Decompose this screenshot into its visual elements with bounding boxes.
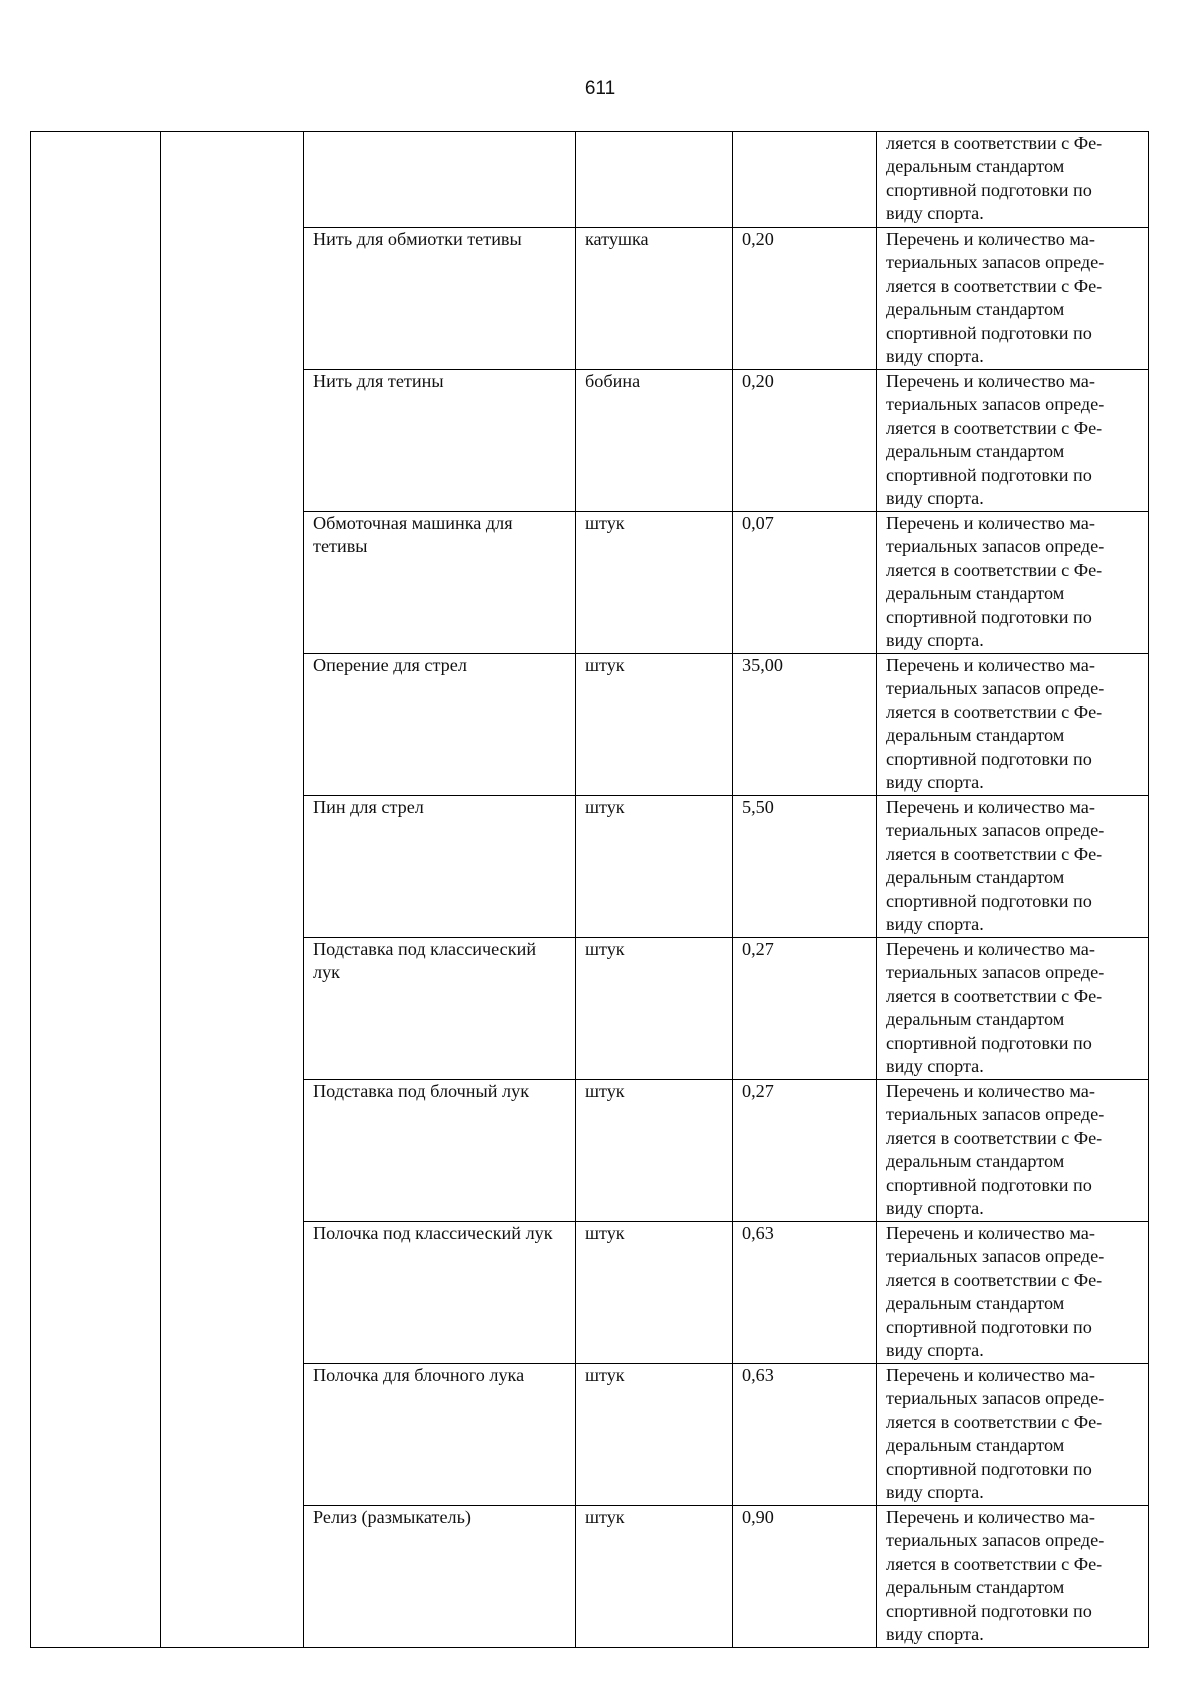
cell-quantity: 0,07	[733, 512, 877, 654]
cell-name: Обмоточная машинка для тетивы	[304, 512, 576, 654]
merged-cell-col1	[31, 132, 161, 1648]
cell-quantity: 0,63	[733, 1364, 877, 1506]
cell-name: Релиз (размыкатель)	[304, 1506, 576, 1648]
cell-quantity: 0,20	[733, 228, 877, 370]
cell-note: Перечень и количество ма- териальных запасов опреде- ляется в соответствии с Фе- деральным стандартом спортивной подготовки по виду спорта.	[877, 1364, 1149, 1506]
cell-name	[304, 132, 576, 228]
page-number: 611	[584, 78, 616, 99]
cell-unit: катушка	[576, 228, 733, 370]
cell-name: Полочка под классический лук	[304, 1222, 576, 1364]
cell-name: Пин для стрел	[304, 796, 576, 938]
cell-note: Перечень и количество ма- териальных запасов опреде- ляется в соответствии с Фе- деральным стандартом спортивной подготовки по виду спорта.	[877, 654, 1149, 796]
cell-quantity: 0,27	[733, 1080, 877, 1222]
cell-quantity: 0,20	[733, 370, 877, 512]
cell-note: Перечень и количество ма- териальных запасов опреде- ляется в соответствии с Фе- деральным стандартом спортивной подготовки по виду спорта.	[877, 370, 1149, 512]
cell-quantity: 5,50	[733, 796, 877, 938]
cell-note: Перечень и количество ма- териальных запасов опреде- ляется в соответствии с Фе- деральным стандартом спортивной подготовки по виду спорта.	[877, 1080, 1149, 1222]
cell-name: Подставка под классический лук	[304, 938, 576, 1080]
cell-unit: бобина	[576, 370, 733, 512]
cell-quantity: 0,90	[733, 1506, 877, 1648]
cell-note: Перечень и количество ма- териальных запасов опреде- ляется в соответствии с Фе- деральным стандартом спортивной подготовки по виду спорта.	[877, 938, 1149, 1080]
cell-unit: штук	[576, 1080, 733, 1222]
materials-table	[30, 131, 1149, 1648]
cell-unit: штук	[576, 796, 733, 938]
cell-unit	[576, 132, 733, 228]
cell-note: Перечень и количество ма- териальных запасов опреде- ляется в соответствии с Фе- деральным стандартом спортивной подготовки по виду спорта.	[877, 512, 1149, 654]
cell-note: Перечень и количество ма- териальных запасов опреде- ляется в соответствии с Фе- деральным стандартом спортивной подготовки по виду спорта.	[877, 228, 1149, 370]
cell-note: Перечень и количество ма- териальных запасов опреде- ляется в соответствии с Фе- деральным стандартом спортивной подготовки по виду спорта.	[877, 1222, 1149, 1364]
cell-unit: штук	[576, 512, 733, 654]
cell-note: Перечень и количество ма- териальных запасов опреде- ляется в соответствии с Фе- деральным стандартом спортивной подготовки по виду спорта.	[877, 796, 1149, 938]
cell-unit: штук	[576, 654, 733, 796]
cell-name: Нить для тетины	[304, 370, 576, 512]
cell-name: Оперение для стрел	[304, 654, 576, 796]
cell-quantity	[733, 132, 877, 228]
cell-name: Полочка для блочного лука	[304, 1364, 576, 1506]
cell-quantity: 0,27	[733, 938, 877, 1080]
cell-name: Подставка под блочный лук	[304, 1080, 576, 1222]
cell-unit: штук	[576, 938, 733, 1080]
cell-quantity: 0,63	[733, 1222, 877, 1364]
cell-unit: штук	[576, 1364, 733, 1506]
cell-quantity: 35,00	[733, 654, 877, 796]
cell-note: Перечень и количество ма- териальных запасов опреде- ляется в соответствии с Фе- деральным стандартом спортивной подготовки по виду спорта.	[877, 1506, 1149, 1648]
table-row-continuation	[31, 132, 1149, 228]
merged-cell-col2	[161, 132, 304, 1648]
cell-unit: штук	[576, 1222, 733, 1364]
cell-name: Нить для обмиотки тетивы	[304, 228, 576, 370]
cell-note: ляется в соответствии с Фе- деральным стандартом спортивной подготовки по виду спорта.	[877, 132, 1149, 228]
cell-unit: штук	[576, 1506, 733, 1648]
